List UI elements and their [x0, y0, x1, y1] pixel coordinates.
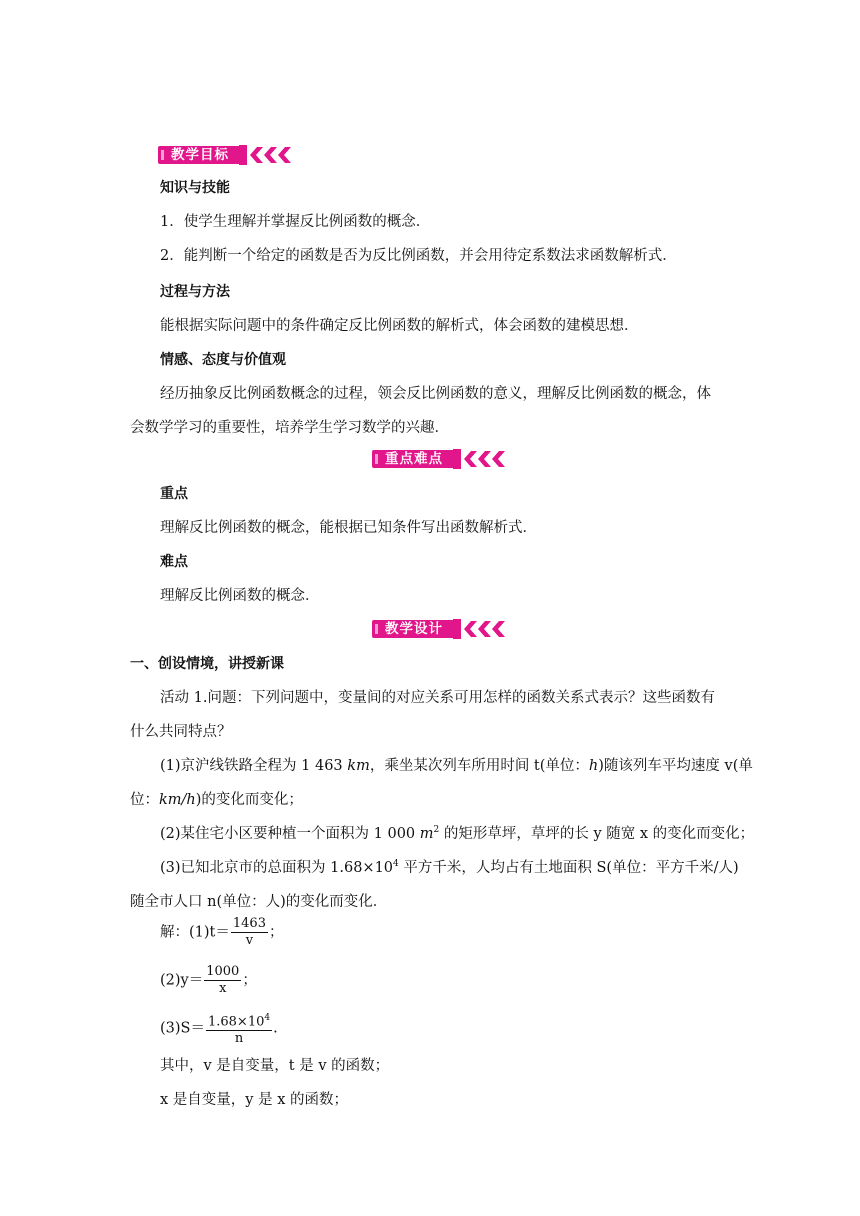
paragraph: 理解反比例函数的概念．: [160, 588, 320, 604]
paragraph: 经历抽象反比例函数概念的过程，领会反比例函数的意义，理解反比例函数的概念，体: [160, 386, 711, 402]
problem-1-line-2: 位：km/h)的变化而变化；: [130, 792, 303, 808]
paragraph: 1．使学生理解并掌握反比例函数的概念．: [160, 214, 431, 230]
section-header-key-points: [372, 446, 523, 472]
section-badge: 教学设计: [372, 620, 453, 638]
section-header-design: [372, 616, 523, 642]
section-badge: 重点难点: [372, 450, 453, 468]
paragraph: 能根据实际问题中的条件确定反比例函数的解析式，体会函数的建模思想．: [160, 318, 639, 334]
fraction: $\frac{1000}{x}$: [206, 964, 240, 996]
solution-1: 解：(1)t＝ $\frac{1463}{v}$ ；: [160, 916, 284, 948]
problem-2: (2)某住宅小区要种植一个面积为 1 000 $m^2$ 的矩形草坪，草坪的长 y 随宽 x 的变化而变化；: [160, 825, 755, 842]
solution-3: (3)S＝ $\frac{1.68\times 10^4}{n}$ .: [160, 1010, 278, 1047]
section-badge: 教学目标: [158, 146, 239, 164]
triple-left-chevron-icon: [453, 449, 523, 469]
heading-knowledge: 知识与技能: [160, 180, 230, 196]
triple-left-chevron-icon: [453, 619, 523, 639]
problem-3-line-2: 随全市人口 n(单位：人)的变化而变化．: [130, 894, 388, 910]
paragraph: 理解反比例函数的概念，能根据已知条件写出函数解析式．: [160, 520, 537, 536]
heading-scenario: 一、创设情境，讲授新课: [130, 656, 284, 672]
heading-key: 重点: [160, 486, 188, 502]
fraction: $\frac{1463}{v}$: [232, 916, 266, 948]
heading-attitude: 情感、态度与价值观: [160, 352, 286, 368]
paragraph: 会数学学习的重要性，培养学生学习数学的兴趣．: [130, 420, 449, 436]
triple-left-chevron-icon: [239, 145, 309, 165]
paragraph: 其中，v 是自变量，t 是 v 的函数；: [160, 1058, 390, 1074]
paragraph: 什么共同特点？: [130, 724, 232, 740]
heading-difficult: 难点: [160, 554, 188, 570]
solution-2: (2)y＝ $\frac{1000}{x}$ ；: [160, 964, 257, 996]
paragraph: 2．能判断一个给定的函数是否为反比例函数，并会用待定系数法求函数解析式．: [160, 248, 677, 264]
section-header-objectives: [158, 142, 309, 168]
paragraph: 活动 1.问题：下列问题中，变量间的对应关系可用怎样的函数关系式表示？这些函数有: [160, 690, 715, 706]
problem-3-line-1: (3)已知北京市的总面积为 $1.68\times 10^4$ 平方千米，人均占有土地面积 S(单位：平方千米/人): [160, 859, 739, 876]
heading-process: 过程与方法: [160, 284, 230, 300]
paragraph: x 是自变量，y 是 x 的函数；: [160, 1092, 348, 1108]
fraction: $\frac{1.68\times 10^4}{n}$: [206, 1010, 272, 1047]
problem-1-line-1: (1)京沪线铁路全程为 1 463 km，乘坐某次列车所用时间 t(单位：h)随该列车平均速度 v(单: [160, 758, 753, 774]
